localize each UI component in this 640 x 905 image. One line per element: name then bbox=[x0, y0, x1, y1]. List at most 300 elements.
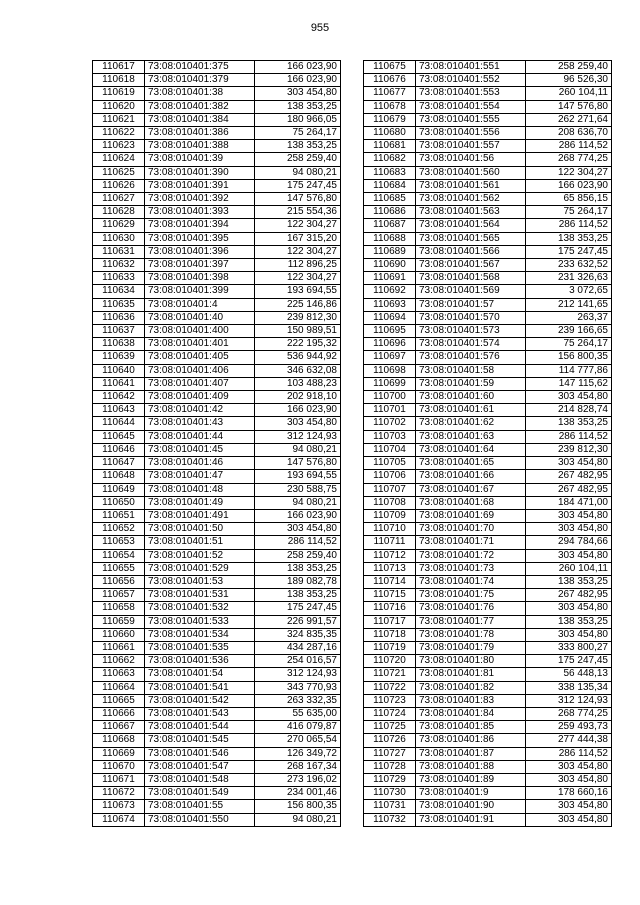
cadastral-number-cell: 73:08:010401:409 bbox=[145, 391, 255, 404]
row-number-cell: 110706 bbox=[364, 470, 416, 483]
value-cell: 147 576,80 bbox=[255, 193, 341, 206]
cadastral-number-cell: 73:08:010401:58 bbox=[416, 364, 526, 377]
value-cell: 138 353,25 bbox=[255, 140, 341, 153]
table-row bbox=[93, 496, 341, 509]
cadastral-number-cell: 73:08:010401:382 bbox=[145, 100, 255, 113]
row-number-cell: 110622 bbox=[93, 127, 145, 140]
table-row bbox=[93, 430, 341, 443]
row-number-cell: 110661 bbox=[93, 641, 145, 654]
row-number-cell: 110648 bbox=[93, 470, 145, 483]
row-number-cell: 110640 bbox=[93, 364, 145, 377]
table-row bbox=[93, 272, 341, 285]
row-number-cell: 110653 bbox=[93, 536, 145, 549]
table-row bbox=[364, 325, 612, 338]
table-row bbox=[364, 443, 612, 456]
value-cell: 267 482,95 bbox=[526, 470, 612, 483]
cadastral-number-cell: 73:08:010401:557 bbox=[416, 140, 526, 153]
value-cell: 273 196,02 bbox=[255, 773, 341, 786]
table-row bbox=[364, 787, 612, 800]
table-row bbox=[364, 602, 612, 615]
cadastral-number-cell: 73:08:010401:9 bbox=[416, 787, 526, 800]
table-row bbox=[364, 430, 612, 443]
cadastral-number-cell: 73:08:010401:61 bbox=[416, 404, 526, 417]
value-cell: 138 353,25 bbox=[255, 589, 341, 602]
value-cell: 147 576,80 bbox=[526, 100, 612, 113]
table-row bbox=[364, 417, 612, 430]
value-cell: 346 632,08 bbox=[255, 364, 341, 377]
value-cell: 312 124,93 bbox=[255, 668, 341, 681]
cadastral-number-cell: 73:08:010401:394 bbox=[145, 219, 255, 232]
cadastral-number-cell: 73:08:010401:81 bbox=[416, 668, 526, 681]
table-row bbox=[364, 140, 612, 153]
table-row bbox=[364, 127, 612, 140]
table-row bbox=[364, 338, 612, 351]
table-row bbox=[93, 721, 341, 734]
table-row bbox=[93, 641, 341, 654]
cadastral-number-cell: 73:08:010401:533 bbox=[145, 615, 255, 628]
cadastral-number-cell: 73:08:010401:66 bbox=[416, 470, 526, 483]
row-number-cell: 110717 bbox=[364, 615, 416, 628]
value-cell: 263 332,35 bbox=[255, 694, 341, 707]
value-cell: 65 856,15 bbox=[526, 193, 612, 206]
row-number-cell: 110702 bbox=[364, 417, 416, 430]
table-row bbox=[93, 140, 341, 153]
row-number-cell: 110638 bbox=[93, 338, 145, 351]
value-cell: 303 454,80 bbox=[526, 813, 612, 826]
table-row bbox=[364, 509, 612, 522]
table-row bbox=[93, 193, 341, 206]
row-number-cell: 110694 bbox=[364, 311, 416, 324]
table-row bbox=[364, 483, 612, 496]
table-row bbox=[364, 523, 612, 536]
value-cell: 96 526,30 bbox=[526, 74, 612, 87]
value-cell: 166 023,90 bbox=[255, 61, 341, 74]
registry-table-right-body bbox=[364, 61, 612, 827]
table-row bbox=[93, 113, 341, 126]
row-number-cell: 110643 bbox=[93, 404, 145, 417]
cadastral-number-cell: 73:08:010401:405 bbox=[145, 351, 255, 364]
value-cell: 166 023,90 bbox=[255, 404, 341, 417]
cadastral-number-cell: 73:08:010401:76 bbox=[416, 602, 526, 615]
table-row bbox=[93, 325, 341, 338]
table-row bbox=[364, 61, 612, 74]
value-cell: 233 632,52 bbox=[526, 259, 612, 272]
row-number-cell: 110664 bbox=[93, 681, 145, 694]
table-row bbox=[93, 694, 341, 707]
row-number-cell: 110687 bbox=[364, 219, 416, 232]
row-number-cell: 110677 bbox=[364, 87, 416, 100]
value-cell: 208 636,70 bbox=[526, 127, 612, 140]
row-number-cell: 110701 bbox=[364, 404, 416, 417]
cadastral-number-cell: 73:08:010401:390 bbox=[145, 166, 255, 179]
table-row bbox=[364, 470, 612, 483]
table-row bbox=[364, 800, 612, 813]
table-row bbox=[364, 206, 612, 219]
table-row bbox=[93, 536, 341, 549]
value-cell: 55 635,00 bbox=[255, 707, 341, 720]
value-cell: 156 800,35 bbox=[526, 351, 612, 364]
table-row bbox=[364, 219, 612, 232]
value-cell: 147 115,62 bbox=[526, 377, 612, 390]
value-cell: 231 326,63 bbox=[526, 272, 612, 285]
table-row bbox=[93, 760, 341, 773]
table-row bbox=[364, 655, 612, 668]
value-cell: 312 124,93 bbox=[255, 430, 341, 443]
page-number: 955 bbox=[310, 22, 330, 34]
cadastral-number-cell: 73:08:010401:59 bbox=[416, 377, 526, 390]
row-number-cell: 110657 bbox=[93, 589, 145, 602]
table-row bbox=[93, 377, 341, 390]
table-row bbox=[93, 707, 341, 720]
cadastral-number-cell: 73:08:010401:565 bbox=[416, 232, 526, 245]
cadastral-number-cell: 73:08:010401:564 bbox=[416, 219, 526, 232]
value-cell: 303 454,80 bbox=[526, 800, 612, 813]
cadastral-number-cell: 73:08:010401:551 bbox=[416, 61, 526, 74]
row-number-cell: 110627 bbox=[93, 193, 145, 206]
table-row bbox=[364, 100, 612, 113]
row-number-cell: 110697 bbox=[364, 351, 416, 364]
value-cell: 114 777,86 bbox=[526, 364, 612, 377]
value-cell: 138 353,25 bbox=[526, 232, 612, 245]
row-number-cell: 110625 bbox=[93, 166, 145, 179]
value-cell: 258 259,40 bbox=[526, 61, 612, 74]
cadastral-number-cell: 73:08:010401:72 bbox=[416, 549, 526, 562]
row-number-cell: 110725 bbox=[364, 721, 416, 734]
table-row bbox=[93, 391, 341, 404]
table-row bbox=[364, 391, 612, 404]
value-cell: 303 454,80 bbox=[526, 549, 612, 562]
registry-table-left bbox=[92, 60, 341, 827]
row-number-cell: 110654 bbox=[93, 549, 145, 562]
cadastral-number-cell: 73:08:010401:553 bbox=[416, 87, 526, 100]
value-cell: 286 114,52 bbox=[526, 430, 612, 443]
table-row bbox=[364, 87, 612, 100]
value-cell: 122 304,27 bbox=[255, 245, 341, 258]
row-number-cell: 110689 bbox=[364, 245, 416, 258]
table-row bbox=[93, 615, 341, 628]
table-row bbox=[93, 245, 341, 258]
cadastral-number-cell: 73:08:010401:534 bbox=[145, 628, 255, 641]
cadastral-number-cell: 73:08:010401:40 bbox=[145, 311, 255, 324]
cadastral-number-cell: 73:08:010401:401 bbox=[145, 338, 255, 351]
table-row bbox=[93, 562, 341, 575]
cadastral-number-cell: 73:08:010401:64 bbox=[416, 443, 526, 456]
cadastral-number-cell: 73:08:010401:406 bbox=[145, 364, 255, 377]
cadastral-number-cell: 73:08:010401:546 bbox=[145, 747, 255, 760]
cadastral-number-cell: 73:08:010401:541 bbox=[145, 681, 255, 694]
cadastral-number-cell: 73:08:010401:84 bbox=[416, 707, 526, 720]
table-row bbox=[93, 575, 341, 588]
cadastral-number-cell: 73:08:010401:55 bbox=[145, 800, 255, 813]
value-cell: 193 694,55 bbox=[255, 470, 341, 483]
row-number-cell: 110670 bbox=[93, 760, 145, 773]
value-cell: 239 812,30 bbox=[255, 311, 341, 324]
value-cell: 262 271,64 bbox=[526, 113, 612, 126]
row-number-cell: 110644 bbox=[93, 417, 145, 430]
row-number-cell: 110685 bbox=[364, 193, 416, 206]
row-number-cell: 110678 bbox=[364, 100, 416, 113]
table-row bbox=[93, 153, 341, 166]
cadastral-number-cell: 73:08:010401:49 bbox=[145, 496, 255, 509]
cadastral-number-cell: 73:08:010401:562 bbox=[416, 193, 526, 206]
table-row bbox=[364, 404, 612, 417]
cadastral-number-cell: 73:08:010401:50 bbox=[145, 523, 255, 536]
cadastral-number-cell: 73:08:010401:45 bbox=[145, 443, 255, 456]
table-row bbox=[93, 219, 341, 232]
value-cell: 286 114,52 bbox=[526, 747, 612, 760]
row-number-cell: 110728 bbox=[364, 760, 416, 773]
row-number-cell: 110696 bbox=[364, 338, 416, 351]
row-number-cell: 110675 bbox=[364, 61, 416, 74]
cadastral-number-cell: 73:08:010401:566 bbox=[416, 245, 526, 258]
table-row bbox=[364, 259, 612, 272]
row-number-cell: 110620 bbox=[93, 100, 145, 113]
row-number-cell: 110669 bbox=[93, 747, 145, 760]
row-number-cell: 110646 bbox=[93, 443, 145, 456]
row-number-cell: 110667 bbox=[93, 721, 145, 734]
row-number-cell: 110630 bbox=[93, 232, 145, 245]
value-cell: 112 896,25 bbox=[255, 259, 341, 272]
row-number-cell: 110732 bbox=[364, 813, 416, 826]
row-number-cell: 110691 bbox=[364, 272, 416, 285]
table-row bbox=[93, 800, 341, 813]
row-number-cell: 110713 bbox=[364, 562, 416, 575]
table-row bbox=[364, 562, 612, 575]
row-number-cell: 110709 bbox=[364, 509, 416, 522]
value-cell: 94 080,21 bbox=[255, 443, 341, 456]
value-cell: 303 454,80 bbox=[526, 773, 612, 786]
row-number-cell: 110626 bbox=[93, 179, 145, 192]
row-number-cell: 110716 bbox=[364, 602, 416, 615]
value-cell: 75 264,17 bbox=[255, 127, 341, 140]
cadastral-number-cell: 73:08:010401:398 bbox=[145, 272, 255, 285]
cadastral-number-cell: 73:08:010401:74 bbox=[416, 575, 526, 588]
cadastral-number-cell: 73:08:010401:39 bbox=[145, 153, 255, 166]
cadastral-number-cell: 73:08:010401:90 bbox=[416, 800, 526, 813]
row-number-cell: 110707 bbox=[364, 483, 416, 496]
table-row bbox=[364, 496, 612, 509]
cadastral-number-cell: 73:08:010401:576 bbox=[416, 351, 526, 364]
value-cell: 286 114,52 bbox=[255, 536, 341, 549]
cadastral-number-cell: 73:08:010401:73 bbox=[416, 562, 526, 575]
cadastral-number-cell: 73:08:010401:75 bbox=[416, 589, 526, 602]
value-cell: 225 146,86 bbox=[255, 298, 341, 311]
table-row bbox=[364, 721, 612, 734]
value-cell: 343 770,93 bbox=[255, 681, 341, 694]
value-cell: 312 124,93 bbox=[526, 694, 612, 707]
row-number-cell: 110727 bbox=[364, 747, 416, 760]
value-cell: 303 454,80 bbox=[255, 523, 341, 536]
table-row bbox=[93, 549, 341, 562]
row-number-cell: 110684 bbox=[364, 179, 416, 192]
cadastral-number-cell: 73:08:010401:569 bbox=[416, 285, 526, 298]
cadastral-number-cell: 73:08:010401:574 bbox=[416, 338, 526, 351]
table-row bbox=[364, 153, 612, 166]
row-number-cell: 110633 bbox=[93, 272, 145, 285]
cadastral-number-cell: 73:08:010401:43 bbox=[145, 417, 255, 430]
row-number-cell: 110703 bbox=[364, 430, 416, 443]
value-cell: 239 166,65 bbox=[526, 325, 612, 338]
cadastral-number-cell: 73:08:010401:560 bbox=[416, 166, 526, 179]
table-row bbox=[93, 179, 341, 192]
value-cell: 294 784,66 bbox=[526, 536, 612, 549]
cadastral-number-cell: 73:08:010401:400 bbox=[145, 325, 255, 338]
table-row bbox=[364, 536, 612, 549]
table-row bbox=[93, 509, 341, 522]
table-row bbox=[93, 166, 341, 179]
row-number-cell: 110705 bbox=[364, 457, 416, 470]
cadastral-number-cell: 73:08:010401:56 bbox=[416, 153, 526, 166]
cadastral-number-cell: 73:08:010401:545 bbox=[145, 734, 255, 747]
table-row bbox=[93, 681, 341, 694]
cadastral-number-cell: 73:08:010401:38 bbox=[145, 87, 255, 100]
table-row bbox=[93, 457, 341, 470]
cadastral-number-cell: 73:08:010401:549 bbox=[145, 787, 255, 800]
cadastral-number-cell: 73:08:010401:567 bbox=[416, 259, 526, 272]
table-row bbox=[364, 364, 612, 377]
table-row bbox=[364, 668, 612, 681]
cadastral-number-cell: 73:08:010401:46 bbox=[145, 457, 255, 470]
value-cell: 180 966,05 bbox=[255, 113, 341, 126]
table-row bbox=[364, 113, 612, 126]
value-cell: 259 493,73 bbox=[526, 721, 612, 734]
row-number-cell: 110618 bbox=[93, 74, 145, 87]
value-cell: 303 454,80 bbox=[526, 391, 612, 404]
row-number-cell: 110662 bbox=[93, 655, 145, 668]
cadastral-number-cell: 73:08:010401:554 bbox=[416, 100, 526, 113]
value-cell: 212 141,65 bbox=[526, 298, 612, 311]
cadastral-number-cell: 73:08:010401:77 bbox=[416, 615, 526, 628]
cadastral-number-cell: 73:08:010401:42 bbox=[145, 404, 255, 417]
value-cell: 166 023,90 bbox=[255, 74, 341, 87]
table-row bbox=[364, 734, 612, 747]
table-row bbox=[364, 298, 612, 311]
table-row bbox=[93, 734, 341, 747]
table-row bbox=[93, 127, 341, 140]
cadastral-number-cell: 73:08:010401:47 bbox=[145, 470, 255, 483]
row-number-cell: 110726 bbox=[364, 734, 416, 747]
row-number-cell: 110649 bbox=[93, 483, 145, 496]
value-cell: 267 482,95 bbox=[526, 483, 612, 496]
value-cell: 215 554,36 bbox=[255, 206, 341, 219]
cadastral-number-cell: 73:08:010401:563 bbox=[416, 206, 526, 219]
registry-table-left-body bbox=[93, 61, 341, 827]
cadastral-number-cell: 73:08:010401:388 bbox=[145, 140, 255, 153]
value-cell: 303 454,80 bbox=[255, 87, 341, 100]
table-row bbox=[364, 575, 612, 588]
row-number-cell: 110619 bbox=[93, 87, 145, 100]
value-cell: 303 454,80 bbox=[526, 457, 612, 470]
value-cell: 303 454,80 bbox=[526, 509, 612, 522]
cadastral-number-cell: 73:08:010401:536 bbox=[145, 655, 255, 668]
row-number-cell: 110714 bbox=[364, 575, 416, 588]
value-cell: 189 082,78 bbox=[255, 575, 341, 588]
row-number-cell: 110647 bbox=[93, 457, 145, 470]
value-cell: 3 072,65 bbox=[526, 285, 612, 298]
row-number-cell: 110680 bbox=[364, 127, 416, 140]
row-number-cell: 110731 bbox=[364, 800, 416, 813]
row-number-cell: 110635 bbox=[93, 298, 145, 311]
table-row bbox=[93, 417, 341, 430]
cadastral-number-cell: 73:08:010401:529 bbox=[145, 562, 255, 575]
cadastral-number-cell: 73:08:010401:556 bbox=[416, 127, 526, 140]
table-row bbox=[93, 206, 341, 219]
registry-table-right bbox=[363, 60, 612, 827]
table-row bbox=[93, 404, 341, 417]
cadastral-number-cell: 73:08:010401:391 bbox=[145, 179, 255, 192]
row-number-cell: 110683 bbox=[364, 166, 416, 179]
cadastral-number-cell: 73:08:010401:375 bbox=[145, 61, 255, 74]
cadastral-number-cell: 73:08:010401:70 bbox=[416, 523, 526, 536]
cadastral-number-cell: 73:08:010401:62 bbox=[416, 417, 526, 430]
value-cell: 103 488,23 bbox=[255, 377, 341, 390]
value-cell: 122 304,27 bbox=[255, 272, 341, 285]
row-number-cell: 110671 bbox=[93, 773, 145, 786]
value-cell: 166 023,90 bbox=[255, 509, 341, 522]
row-number-cell: 110719 bbox=[364, 641, 416, 654]
table-row bbox=[93, 773, 341, 786]
table-row bbox=[93, 787, 341, 800]
value-cell: 167 315,20 bbox=[255, 232, 341, 245]
table-row bbox=[364, 457, 612, 470]
value-cell: 303 454,80 bbox=[526, 760, 612, 773]
value-cell: 268 167,34 bbox=[255, 760, 341, 773]
row-number-cell: 110692 bbox=[364, 285, 416, 298]
value-cell: 267 482,95 bbox=[526, 589, 612, 602]
cadastral-number-cell: 73:08:010401:396 bbox=[145, 245, 255, 258]
cadastral-number-cell: 73:08:010401:393 bbox=[145, 206, 255, 219]
cadastral-number-cell: 73:08:010401:407 bbox=[145, 377, 255, 390]
row-number-cell: 110631 bbox=[93, 245, 145, 258]
row-number-cell: 110623 bbox=[93, 140, 145, 153]
value-cell: 75 264,17 bbox=[526, 338, 612, 351]
table-row bbox=[93, 523, 341, 536]
row-number-cell: 110658 bbox=[93, 602, 145, 615]
cadastral-number-cell: 73:08:010401:542 bbox=[145, 694, 255, 707]
cadastral-number-cell: 73:08:010401:60 bbox=[416, 391, 526, 404]
table-row bbox=[364, 285, 612, 298]
table-row bbox=[93, 813, 341, 826]
table-row bbox=[364, 760, 612, 773]
cadastral-number-cell: 73:08:010401:83 bbox=[416, 694, 526, 707]
table-row bbox=[364, 747, 612, 760]
value-cell: 260 104,11 bbox=[526, 562, 612, 575]
table-row bbox=[93, 589, 341, 602]
row-number-cell: 110645 bbox=[93, 430, 145, 443]
row-number-cell: 110688 bbox=[364, 232, 416, 245]
row-number-cell: 110655 bbox=[93, 562, 145, 575]
value-cell: 175 247,45 bbox=[255, 179, 341, 192]
row-number-cell: 110636 bbox=[93, 311, 145, 324]
table-row bbox=[93, 285, 341, 298]
cadastral-number-cell: 73:08:010401:552 bbox=[416, 74, 526, 87]
value-cell: 156 800,35 bbox=[255, 800, 341, 813]
table-row bbox=[364, 681, 612, 694]
table-row bbox=[364, 272, 612, 285]
cadastral-number-cell: 73:08:010401:44 bbox=[145, 430, 255, 443]
value-cell: 303 454,80 bbox=[255, 417, 341, 430]
cadastral-number-cell: 73:08:010401:543 bbox=[145, 707, 255, 720]
row-number-cell: 110699 bbox=[364, 377, 416, 390]
table-row bbox=[93, 364, 341, 377]
table-row bbox=[364, 311, 612, 324]
cadastral-number-cell: 73:08:010401:79 bbox=[416, 641, 526, 654]
value-cell: 147 576,80 bbox=[255, 457, 341, 470]
row-number-cell: 110651 bbox=[93, 509, 145, 522]
row-number-cell: 110720 bbox=[364, 655, 416, 668]
cadastral-number-cell: 73:08:010401:379 bbox=[145, 74, 255, 87]
cadastral-number-cell: 73:08:010401:395 bbox=[145, 232, 255, 245]
